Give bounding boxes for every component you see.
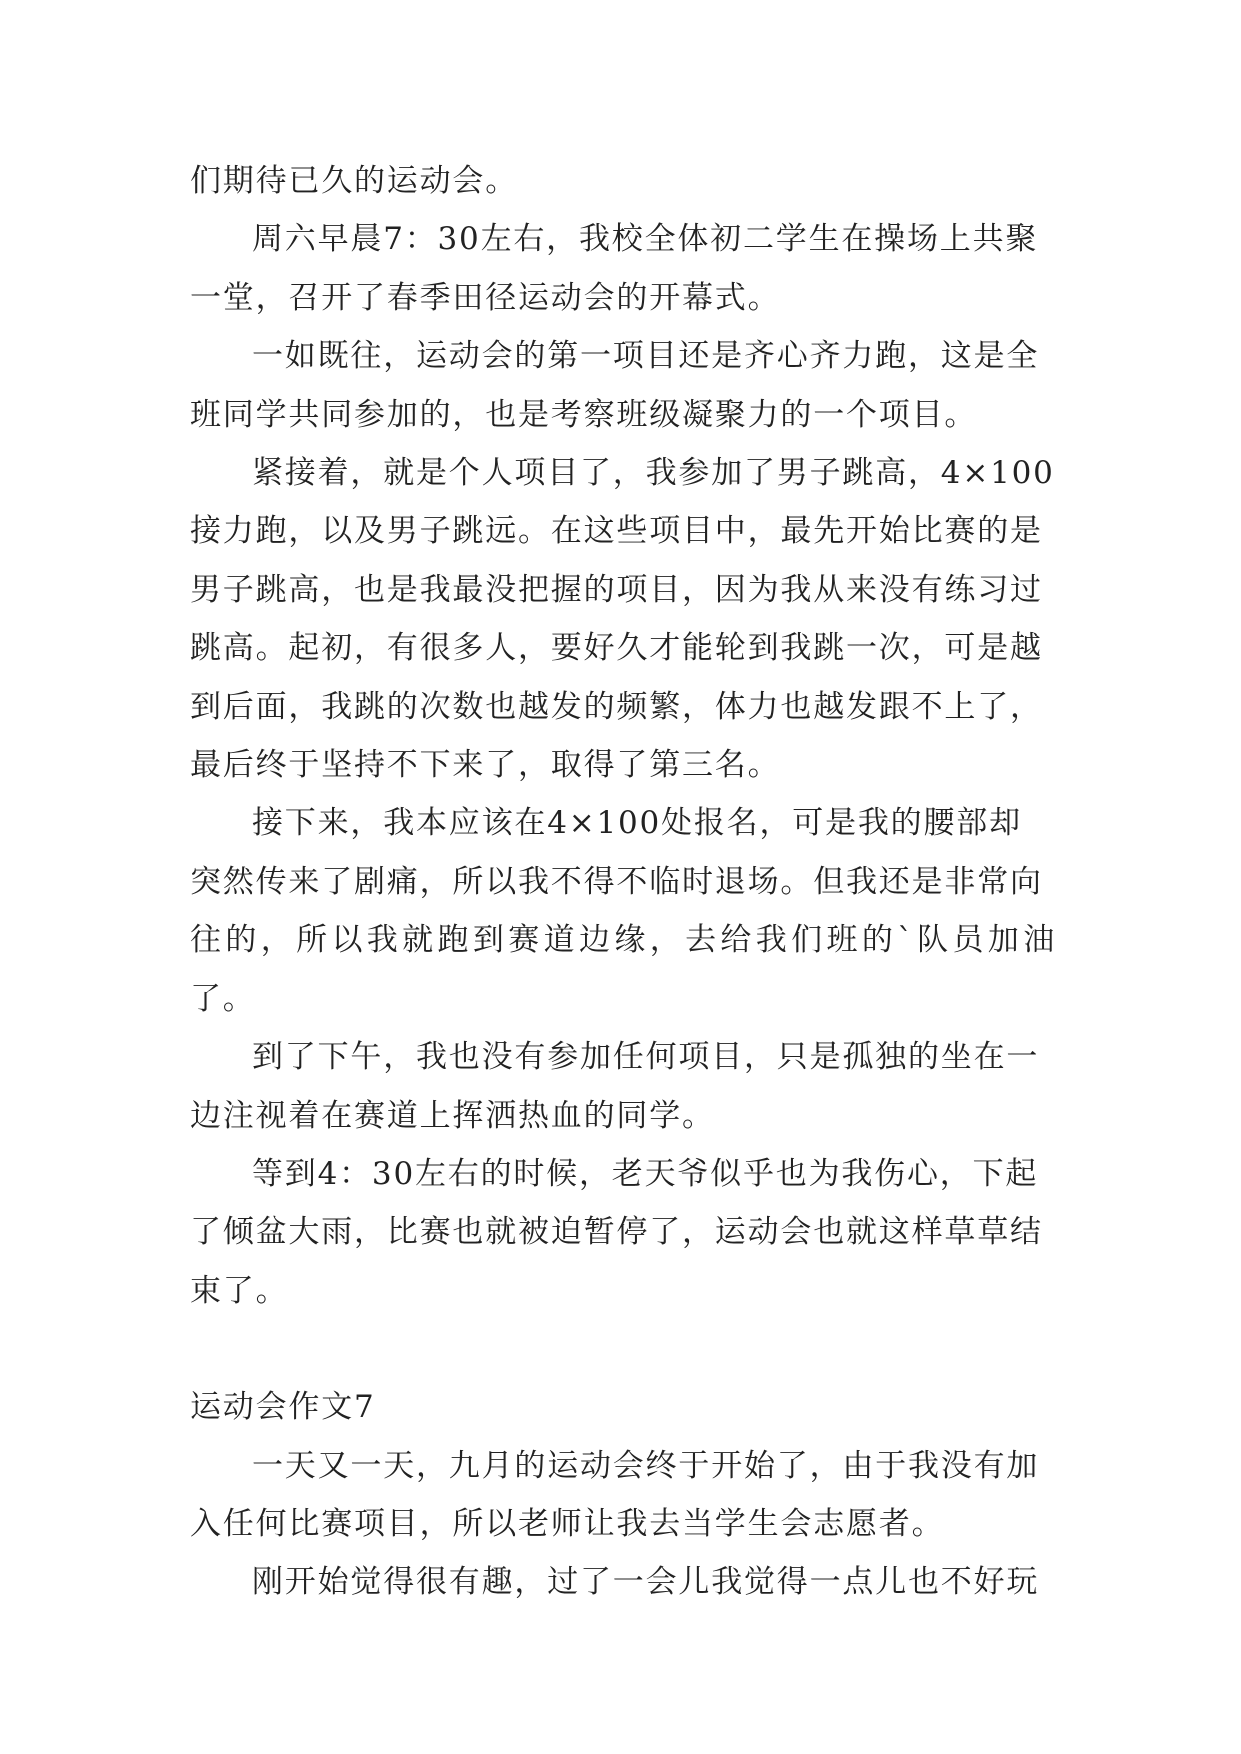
paragraph-continuation: 们期待已久的运动会。 [190,163,518,199]
paragraph-afternoon: 到了下午，我也没有参加任何项目，只是孤独的坐在一 边注视着在赛道上挥洒热血的同学。 [190,1039,1040,1134]
paragraph-individual-events: 紧接着，就是个人项目了，我参加了男子跳高，4×100 接力跑，以及男子跳远。在这些项目中，最先开始比赛的是 男子跳高，也是我最没把握的项目，因为我从来没有练习过 跳高。起初，有很多人，要好久才能轮到我跳一次，可是越 到后面，我跳的次数也越发的频繁，体力也越发跟不上了， 最后终于坚持不下来了，取得了第三名。 [190,455,1055,784]
paragraph-first-event: 一如既往，运动会的第一项目还是齐心齐力跑，这是全 班同学共同参加的，也是考察班级凝聚力的一个项目。 [190,338,1040,433]
section-title: 运动会作文7 [190,1389,376,1426]
document-page [190,152,1056,1612]
paragraph-feeling: 刚开始觉得很有趣，过了一会儿我觉得一点儿也不好玩 [252,1564,1040,1601]
paragraph-injury: 接下来，我本应该在4×100处报名，可是我的腰部却 突然传来了剧痛，所以我不得不临时退场。但我还是非常向 往的，所以我就跑到赛道边缘，去给我们班的`队员加油了。 [190,805,1056,1017]
paragraph-opening-ceremony: 周六早晨7：30左右，我校全体初二学生在操场上共聚 一堂，召开了春季田径运动会的开幕式。 [190,221,1039,316]
paragraph-rain: 等到4：30左右的时候，老天爷似乎也为我伤心，下起 了倾盆大雨，比赛也就被迫暂停了，运动会也就这样草草结 束了。 [190,1155,1043,1309]
paragraph-volunteer: 一天又一天，九月的运动会终于开始了，由于我没有加 入任何比赛项目，所以老师让我去当学生会志愿者。 [190,1447,1040,1542]
